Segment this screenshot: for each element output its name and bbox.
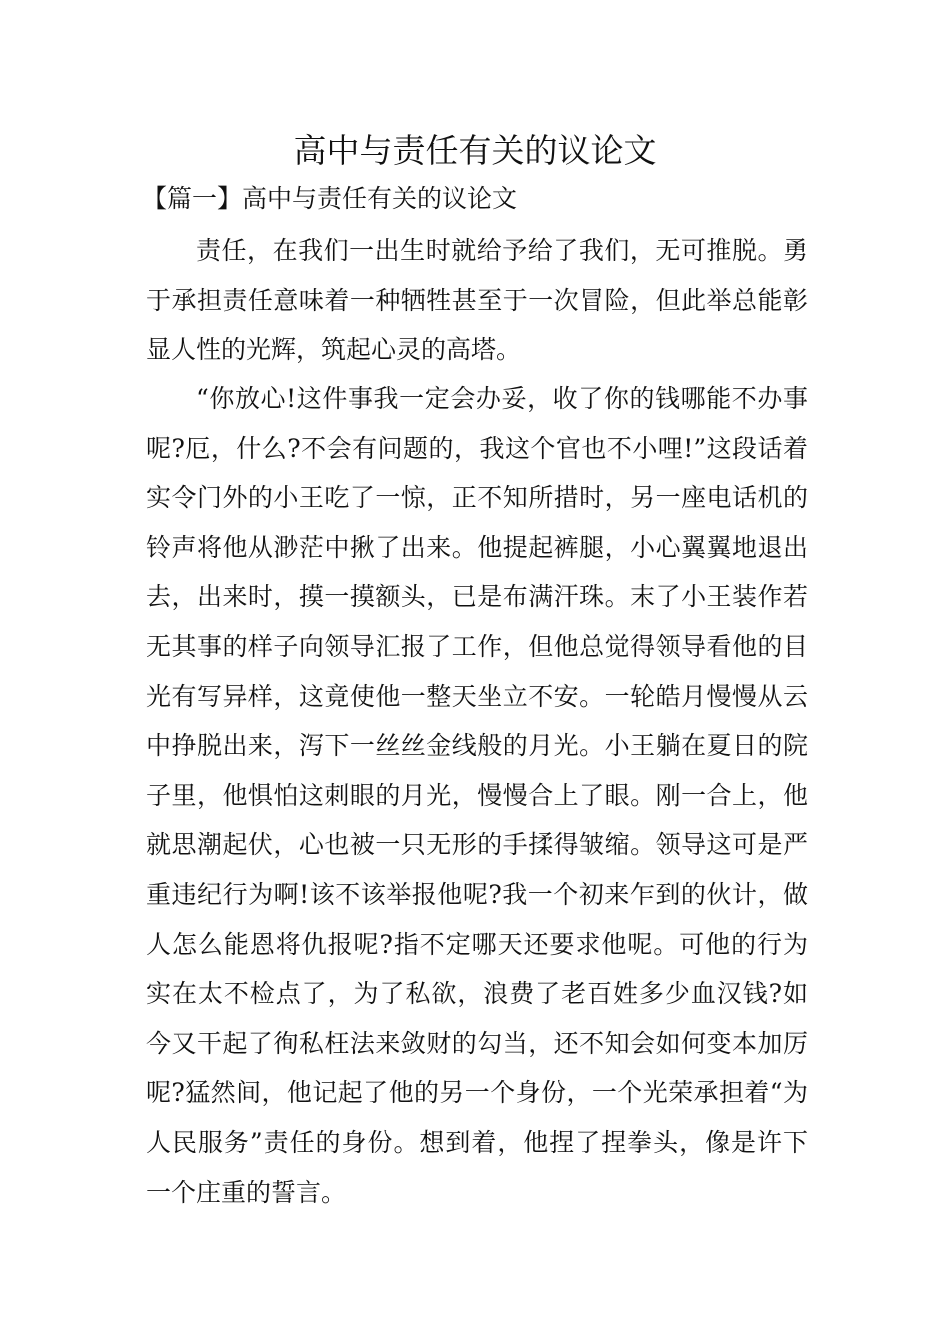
paragraph-2: “你放心!这件事我一定会办妥，收了你的钱哪能不办事呢?厄，什么?不会有问题的，我这个官也不小哩!”这段话着实令门外的小王吃了一惊，正不知所措时，另一座电话机的铃声将他从渺茫中揪了出来。他提起裤腿，小心翼翼地退出去，出来时，摸一摸额头，已是布满汗珠。末了小王装作若无其事的样子向领导汇报了工作，但他总觉得领导看他的目光有写异样，这竟使他一整天坐立不安。一轮皓月慢慢从云中挣脱出来，泻下一丝丝金线般的月光。小王躺在夏日的院子里，他惧怕这刺眼的月光，慢慢合上了眼。刚一合上，他就思潮起伏，心也被一只无形的手揉得皱缩。领导这可是严重违纪行为啊!该不该举报他呢?我一个初来乍到的伙计，做人怎么能恩将仇报呢?指不定哪天还要求他呢。可他的行为实在太不检点了，为了私欲，浪费了老百姓多少血汉钱?如今又干起了徇私枉法来敛财的勾当，还不知会如何变本加厉呢?猛然间，他记起了他的另一个身份，一个光荣承担着“为人民服务”责任的身份。想到着，他捏了捏拳头，像是许下一个庄重的誓言。 [146, 384, 808, 1207]
section-heading: 【篇一】高中与责任有关的议论文 [142, 184, 518, 213]
paragraph-1: 责任，在我们一出生时就给予给了我们，无可推脱。勇于承担责任意味着一种牺牲甚至于一次冒险，但此举总能彰显人性的光辉，筑起心灵的高塔。 [146, 236, 808, 365]
document-title: 高中与责任有关的议论文 [293, 131, 657, 170]
